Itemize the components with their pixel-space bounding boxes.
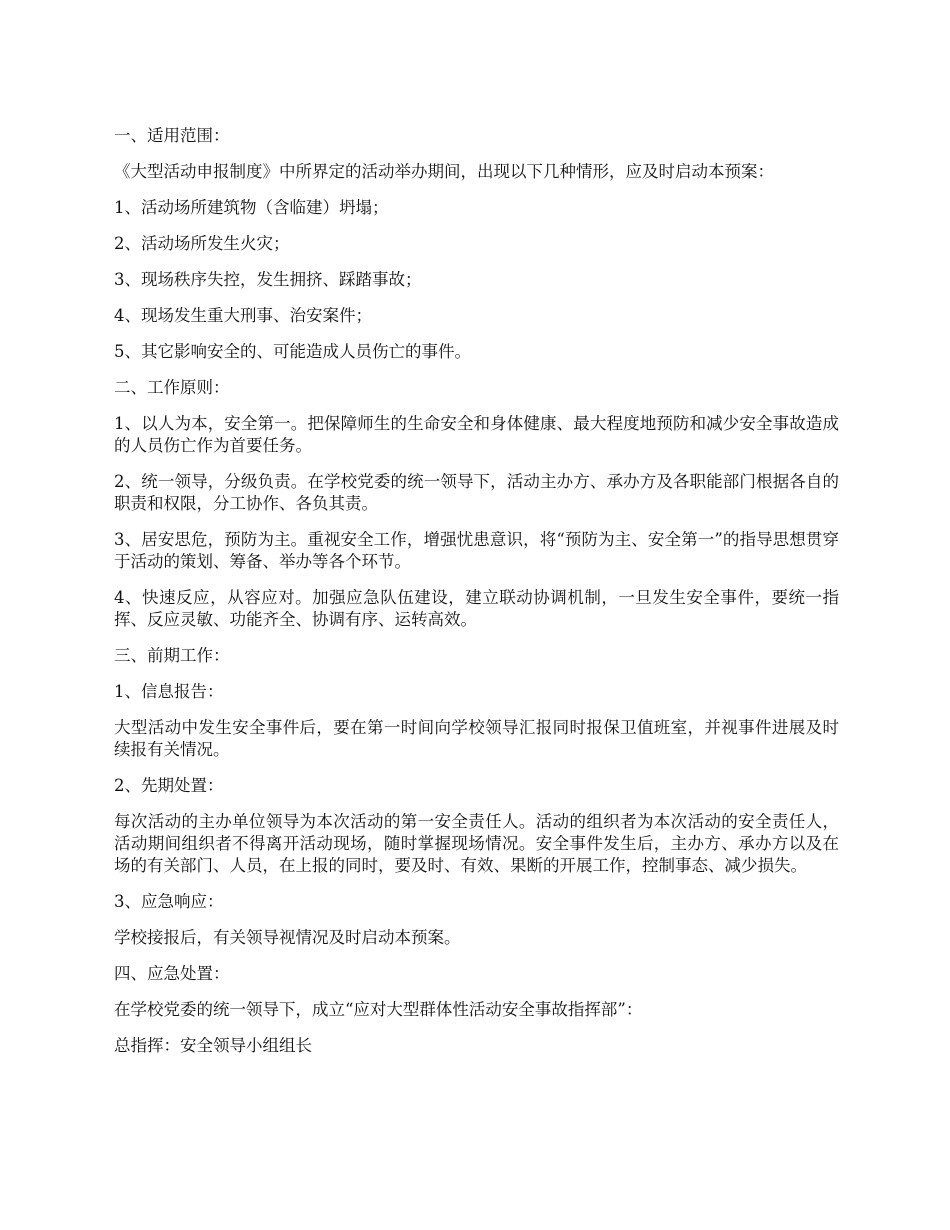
paragraph-command-setup: 在学校党委的统一领导下，成立“应对大型群体性活动安全事故指挥部”： — [114, 1000, 643, 1019]
subheading-emergency-response: 3、应急响应： — [114, 892, 224, 911]
list-item-principle-2: 2、统一领导，分级负责。在学校党委的统一领导下，活动主办方、承办方及各职能部门根据各自的职责和权限，分工协作、各负其责。 — [114, 472, 839, 513]
list-item-principle-4: 4、快速反应，从容应对。加强应急队伍建设，建立联动协调机制，一旦发生安全事件，要统一指挥、反应灵敏、功能齐全、协调有序、运转高效。 — [114, 588, 839, 629]
paragraph-initial-response: 每次活动的主办单位领导为本次活动的第一安全责任人。活动的组织者为本次活动的安全责任人，活动期间组织者不得离开活动现场，随时掌握现场情况。安全事件发生后，主办方、承办方以及在场的有关部门、人员，在上报的同时，要及时、有效、果断的开展工作，控制事态、减少损失。 — [114, 812, 839, 875]
paragraph-info-report: 大型活动中发生安全事件后，要在第一时间向学校领导汇报同时报保卫值班室，并视事件进展及时续报有关情况。 — [114, 718, 839, 759]
list-item-principle-3: 3、居安思危，预防为主。重视安全工作，增强忧患意识，将“预防为主、安全第一”的指导思想贯穿于活动的策划、筹备、举办等各个环节。 — [114, 530, 839, 571]
list-item-principle-1: 1、以人为本，安全第一。把保障师生的生命安全和身体健康、最大程度地预防和减少安全事故造成的人员伤亡作为首要任务。 — [114, 414, 839, 455]
list-item-scope-3: 3、现场秩序失控，发生拥挤、踩踏事故； — [114, 270, 422, 289]
paragraph-scope-intro: 《大型活动申报制度》中所界定的活动举办期间，出现以下几种情形，应及时启动本预案： — [114, 162, 774, 181]
list-item-scope-1: 1、活动场所建筑物（含临建）坍塌； — [114, 198, 389, 217]
list-item-scope-5: 5、其它影响安全的、可能造成人员伤亡的事件。 — [114, 342, 471, 361]
subheading-info-report: 1、信息报告： — [114, 682, 224, 701]
section-heading-preparation: 三、前期工作： — [114, 646, 230, 665]
list-item-scope-2: 2、活动场所发生火灾； — [114, 234, 290, 253]
paragraph-commander: 总指挥：安全领导小组组长 — [114, 1036, 312, 1055]
section-heading-principles: 二、工作原则： — [114, 378, 230, 397]
section-heading-emergency-handling: 四、应急处置： — [114, 964, 230, 983]
section-heading-scope: 一、适用范围： — [114, 126, 230, 145]
paragraph-emergency-response: 学校接报后，有关领导视情况及时启动本预案。 — [114, 928, 461, 947]
subheading-initial-response: 2、先期处置： — [114, 776, 224, 795]
document-page — [114, 125, 839, 1071]
list-item-scope-4: 4、现场发生重大刑事、治安案件； — [114, 306, 372, 325]
